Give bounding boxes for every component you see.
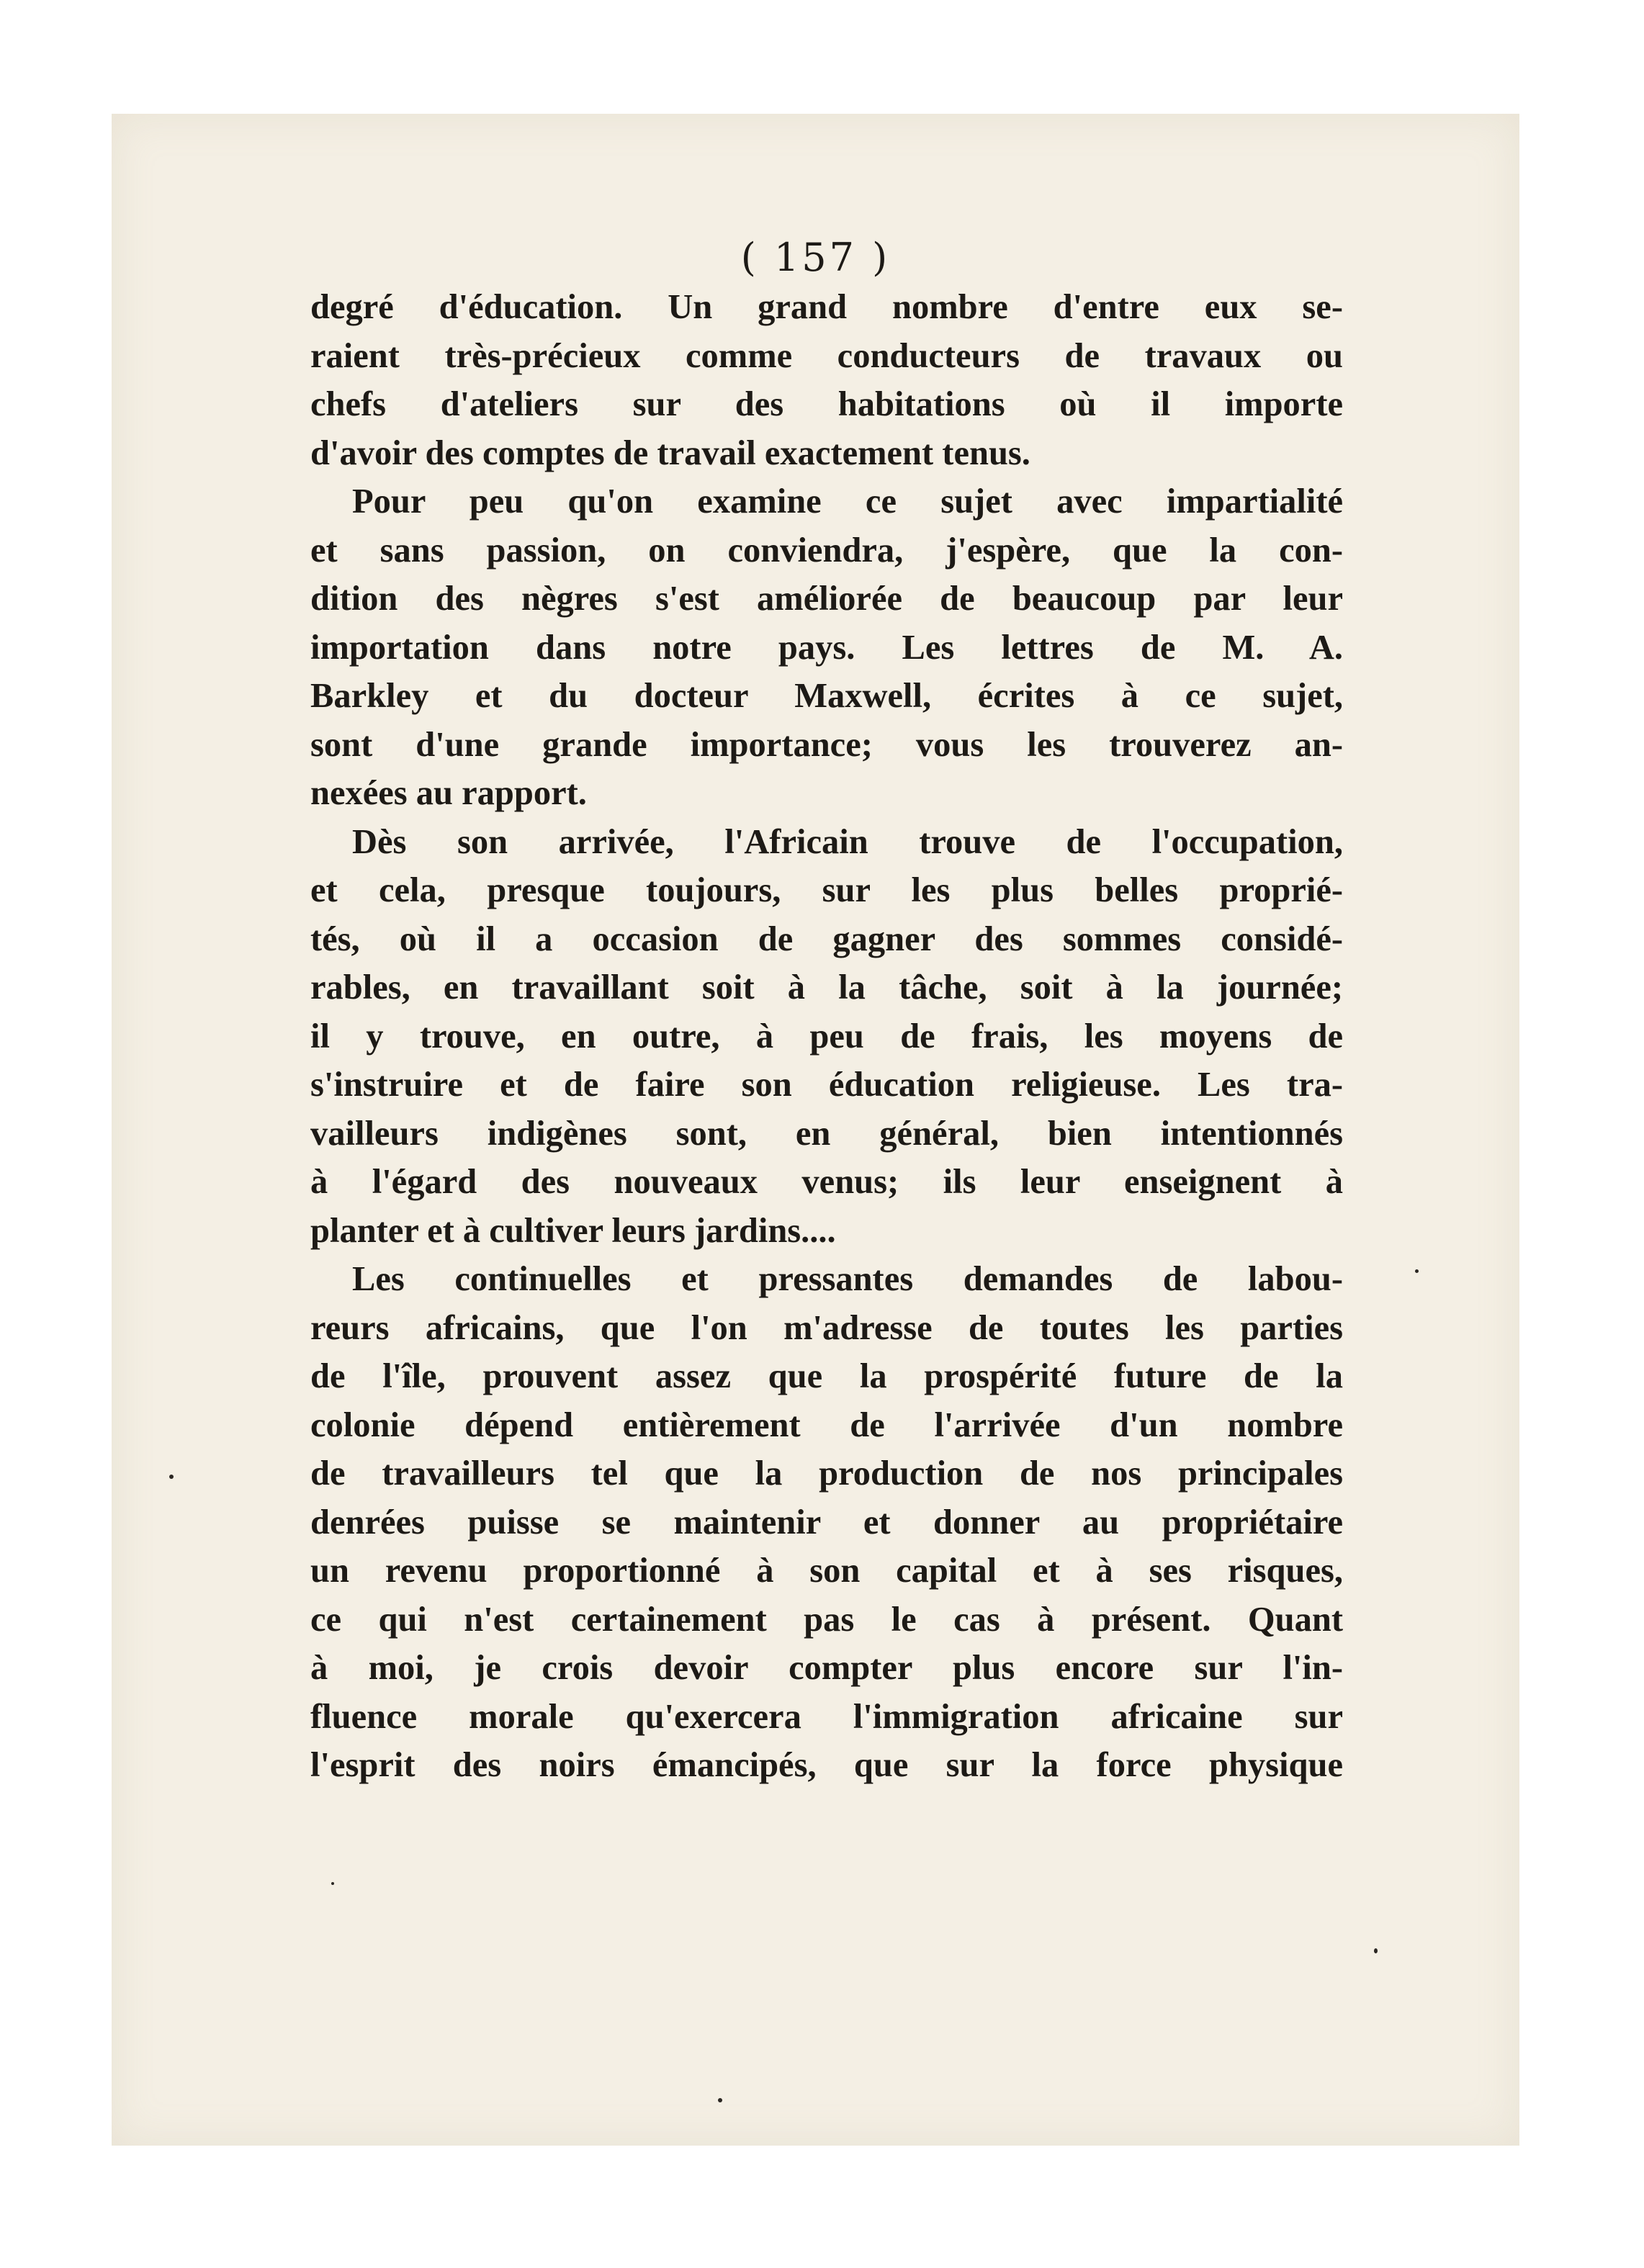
text-line: planter et à cultiver leurs jardins.... [310, 1211, 836, 1250]
text-line: l'esprit des noirs émancipés, que sur la force physique [310, 1746, 1343, 1784]
text-line: raient très-précieux comme conducteurs de travaux ou [310, 336, 1343, 375]
text-line: Barkley et du docteur Maxwell, écrites à ce sujet, [310, 677, 1343, 715]
text-line: ce qui n'est certainement pas le cas à présent. Quant [310, 1600, 1343, 1639]
text-line: degré d'éducation. Un grand nombre d'entre eux se- [310, 288, 1343, 326]
text-line: importation dans notre pays. Les lettres de M. A. [310, 628, 1343, 667]
text-line: colonie dépend entièrement de l'arrivée d'un nombre [310, 1405, 1343, 1444]
text-line: sont d'une grande importance; vous les trouverez an- [310, 725, 1343, 764]
text-line: il y trouve, en outre, à peu de frais, les moyens de [310, 1017, 1343, 1056]
text-line: et sans passion, on conviendra, j'espère, que la con- [310, 531, 1343, 570]
text-line: fluence morale qu'exercera l'immigration africaine sur [310, 1697, 1343, 1736]
text-line: de l'île, prouvent assez que la prospérité future de la [310, 1357, 1343, 1395]
text-line: tés, où il a occasion de gagner des sommes considé- [310, 919, 1343, 958]
ink-speck [1415, 1269, 1419, 1273]
text-line: denrées puisse se maintenir et donner au propriétaire [310, 1503, 1343, 1542]
text-line: nexées au rapport. [310, 774, 587, 812]
ink-speck [169, 1475, 174, 1479]
paragraph-start-line: Les continuelles et pressantes demandes de labou- [352, 1260, 1343, 1298]
ink-speck [331, 1882, 334, 1885]
book-page [112, 114, 1519, 2146]
text-line: s'instruire et de faire son éducation religieuse. Les tra- [310, 1066, 1343, 1104]
text-line: dition des nègres s'est améliorée de beaucoup par leur [310, 580, 1343, 618]
text-line: reurs africains, que l'on m'adresse de toutes les parties [310, 1308, 1343, 1347]
paragraph-start-line: Pour peu qu'on examine ce sujet avec impartialité [352, 482, 1343, 521]
text-line: un revenu proportionné à son capital et à ses risques, [310, 1552, 1343, 1590]
text-line: à l'égard des nouveaux venus; ils leur enseignent à [310, 1163, 1343, 1201]
text-line: à moi, je crois devoir compter plus encore sur l'in- [310, 1649, 1343, 1687]
text-line: et cela, presque toujours, sur les plus belles proprié- [310, 871, 1343, 909]
text-line: chefs d'ateliers sur des habitations où il importe [310, 385, 1343, 423]
ink-speck [718, 2098, 722, 2102]
paragraph-start-line: Dès son arrivée, l'Africain trouve de l'occupation, [352, 822, 1343, 861]
text-line: rables, en travaillant soit à la tâche, soit à la journée; [310, 968, 1343, 1007]
page-number: ( 157 ) [740, 235, 891, 280]
text-line: vailleurs indigènes sont, en général, bien intentionnés [310, 1114, 1343, 1153]
body-text [310, 283, 1343, 1790]
ink-speck [1374, 1948, 1378, 1953]
text-line: d'avoir des comptes de travail exactement tenus. [310, 433, 1030, 472]
text-line: de travailleurs tel que la production de nos principales [310, 1454, 1343, 1493]
